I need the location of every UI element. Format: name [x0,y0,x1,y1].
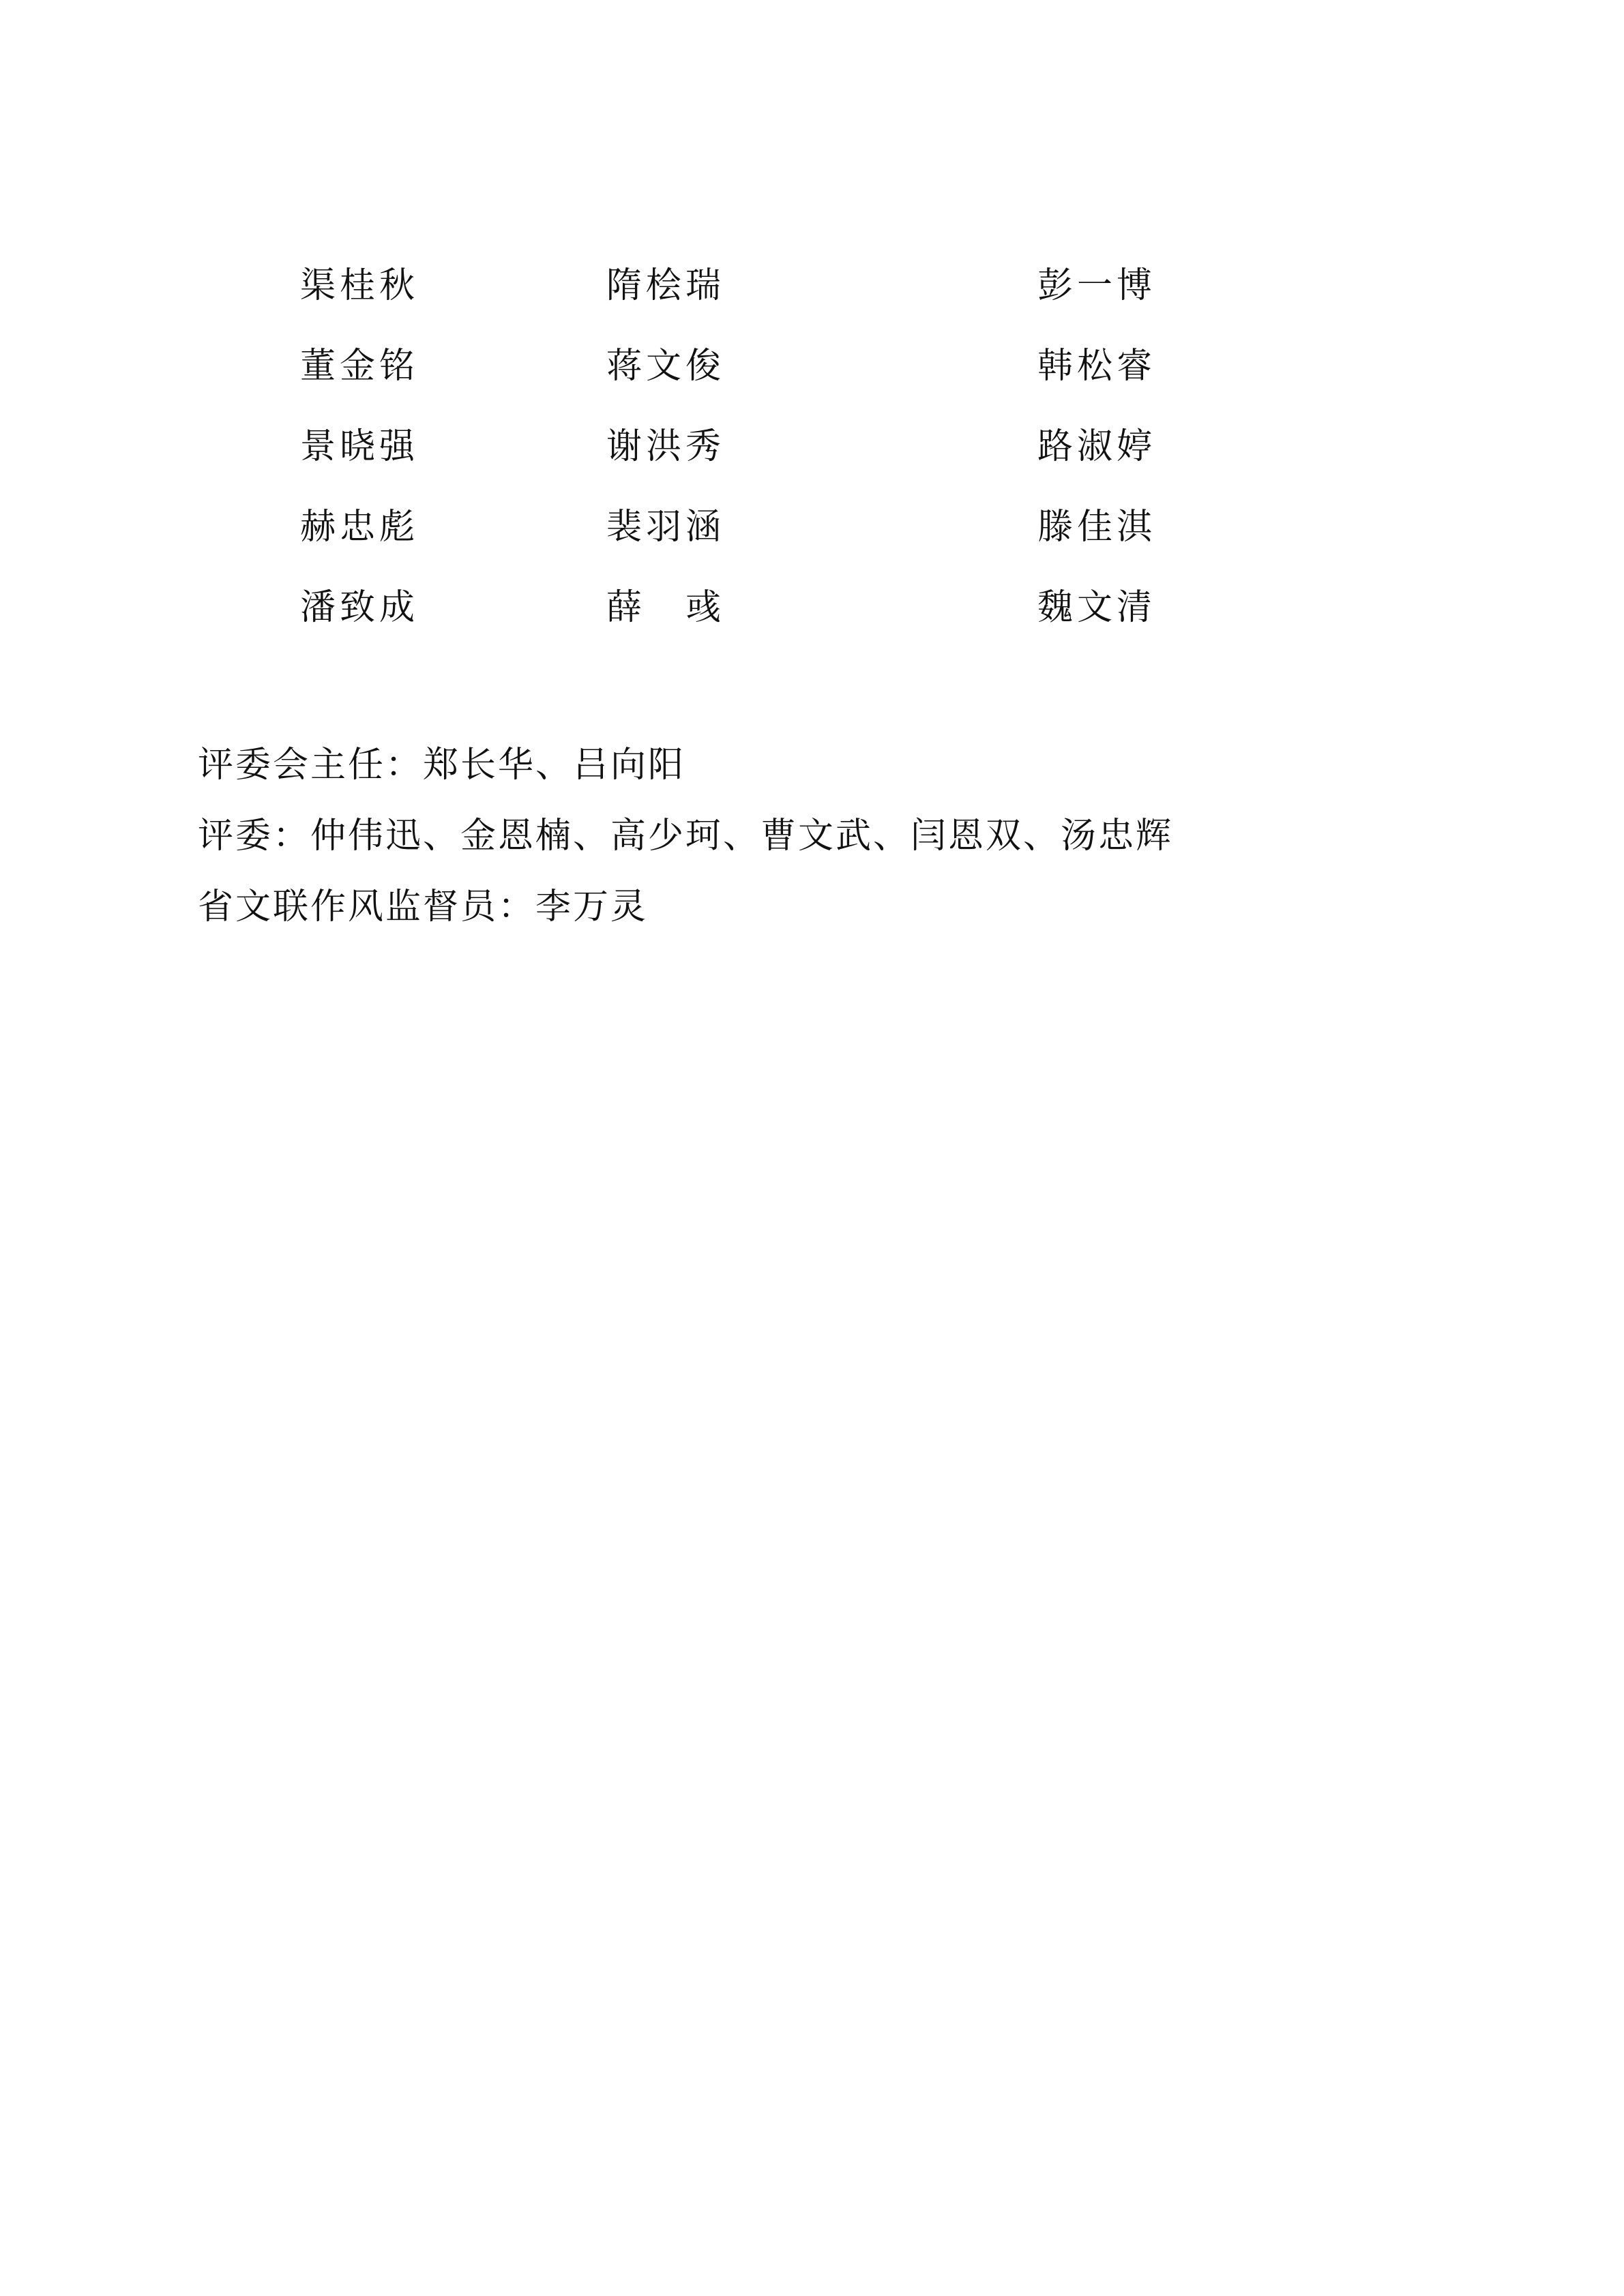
name-cell: 滕佳淇 [1037,507,1157,548]
document-content [198,245,1426,942]
table-row [198,326,1303,406]
name-cell: 隋桧瑞 [606,265,726,306]
name-cell: 渠桂秋 [300,265,419,306]
name-cell: 彭一博 [1037,265,1157,306]
committee-chair-line: 评委会主任：郑长华、吕向阳 [198,745,686,786]
name-cell: 魏文清 [1037,587,1157,628]
name-cell: 韩松睿 [1037,346,1157,387]
table-row [198,406,1303,487]
name-cell: 裴羽涵 [606,507,726,548]
name-cell: 潘致成 [300,587,419,628]
judges-line: 评委：仲伟迅、金恩楠、高少珂、曹文武、闫恩双、汤忠辉 [198,816,1174,856]
name-list-grid [198,245,1303,648]
table-row [198,487,1303,567]
name-cell: 谢洪秀 [606,426,726,467]
supervisor-line: 省文联作风监督员：李万灵 [198,886,649,927]
name-cell: 薛 彧 [606,587,726,628]
committee-info-block [198,730,1426,942]
name-cell: 董金铭 [300,346,419,387]
name-cell: 赫忠彪 [300,507,419,548]
table-row [198,245,1303,326]
name-cell: 景晓强 [300,426,419,467]
name-cell: 蒋文俊 [606,346,726,387]
name-cell: 路淑婷 [1037,426,1157,467]
table-row [198,567,1303,648]
